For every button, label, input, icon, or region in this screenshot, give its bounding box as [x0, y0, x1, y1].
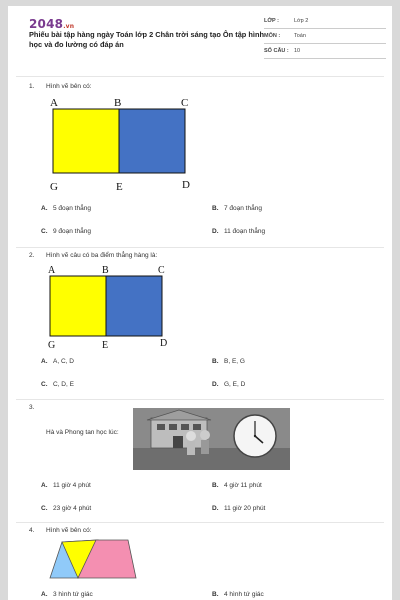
question-text: Hình vẽ bên có: [46, 527, 92, 534]
point-label: A [50, 97, 58, 109]
option-d[interactable]: D. 11 giờ 20 phút [212, 505, 266, 512]
question-number: 2. [29, 252, 35, 259]
point-label: A [48, 265, 56, 276]
point-label: G [50, 181, 58, 193]
meta-grade: LỚP : Lớp 2 [264, 18, 308, 24]
option-b[interactable]: B. 4 hình tứ giác [212, 591, 264, 598]
point-label: C [181, 97, 189, 109]
question-number: 1. [29, 83, 35, 90]
point-label: E [116, 181, 123, 193]
quadrilateral-figure [38, 538, 148, 586]
logo[interactable]: 2048.vn [29, 17, 75, 31]
option-b[interactable]: B. 4 giờ 11 phút [212, 482, 262, 489]
header [16, 6, 384, 70]
option-d[interactable]: D. 11 đoạn thẳng [212, 228, 266, 235]
question-text: Hình vẽ bên có: [46, 83, 92, 90]
option-d[interactable]: D. G, E, D [212, 381, 246, 388]
option-b[interactable]: B. 7 đoạn thẳng [212, 205, 262, 212]
rectangle-figure-2 [38, 262, 188, 352]
option-c[interactable]: C. C, D, E [41, 381, 74, 388]
option-a[interactable]: A. 5 đoạn thẳng [41, 205, 91, 212]
question-text: Hà và Phong tan học lúc: [46, 429, 119, 436]
option-a[interactable]: A. 3 hình tứ giác [41, 591, 93, 598]
point-label: B [102, 265, 109, 276]
option-a[interactable]: A. A, C, D [41, 358, 74, 365]
option-c[interactable]: C. 9 đoạn thẳng [41, 228, 91, 235]
divider [16, 76, 384, 77]
option-a[interactable]: A. 11 giờ 4 phút [41, 482, 91, 489]
point-label: D [160, 338, 168, 349]
divider [16, 399, 384, 400]
divider [16, 522, 384, 523]
option-b[interactable]: B. B, E, G [212, 358, 245, 365]
school-clock-illustration [133, 408, 290, 470]
illustration [133, 408, 290, 470]
divider [16, 247, 384, 248]
point-label: D [182, 179, 190, 191]
meta-count: SỐ CÂU : 10 [264, 48, 300, 54]
question-number: 3. [29, 404, 35, 411]
question-number: 4. [29, 527, 35, 534]
rectangle-figure-1 [38, 93, 208, 193]
meta-subject: MÔN : Toán [264, 33, 306, 39]
document-title: Phiếu bài tập hàng ngày Toán lớp 2 Chân trời sáng tạo Ôn tập hình học và đo lường có đáp án [29, 30, 264, 49]
worksheet-page [8, 6, 392, 600]
point-label: B [114, 97, 122, 109]
question-text: Hình vẽ câu có ba điểm thẳng hàng là: [46, 252, 158, 259]
option-c[interactable]: C. 23 giờ 4 phút [41, 505, 92, 512]
point-label: G [48, 340, 56, 351]
point-label: C [158, 265, 165, 276]
point-label: E [102, 340, 109, 351]
